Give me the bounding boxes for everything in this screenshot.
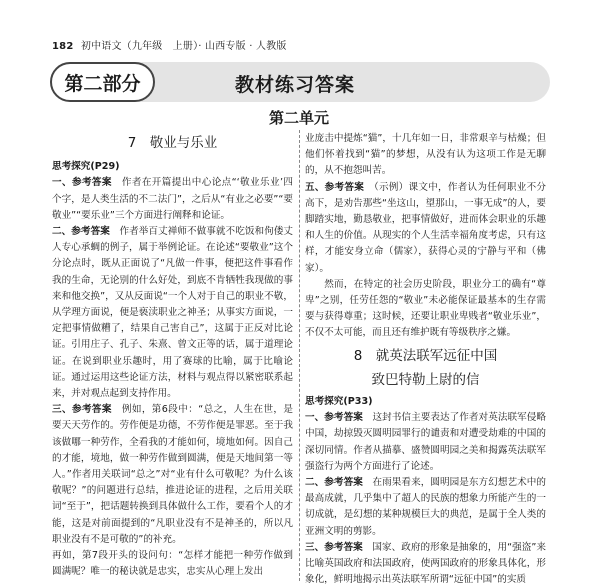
answer-label: 二、参考答案: [305, 477, 363, 489]
right-top-paragraphs: [305, 131, 546, 342]
page-number: 182: [52, 41, 74, 52]
answer-paragraph: [305, 410, 546, 475]
think-heading: 思考探究(P29): [52, 161, 120, 173]
page-header: [52, 37, 287, 52]
think-heading-2: 思考探究(P33): [305, 396, 373, 408]
answer-text: 再如，第7段开头的设问句：“怎样才能把一种劳作做到圆满呢？唯一的秘诀就是忠实，忠实从心理上发出: [52, 550, 293, 578]
answer-text: 业庞击中提炼“猫”，十几年如一日，非常艰辛与枯燥；但他们怀着找到“猫”的梦想，从没有认为这项工作是无聊的，从不抱怨叫苦。: [305, 133, 546, 177]
answer-paragraph: [52, 224, 293, 402]
answer-paragraph: [305, 180, 546, 277]
answer-paragraph: [52, 175, 293, 224]
answer-text: 在雨果看来，圆明园是东方幻想艺术中的最高成就，几乎集中了超人的民族的想象力所能产生的一切成就，是幻想的某种规模巨大的典范，是属于全人类的亚洲文明的剪影。: [305, 477, 547, 537]
answer-paragraph: [305, 277, 546, 342]
answer-label: 一、参考答案: [52, 177, 112, 189]
answer-text: 这封书信主要表达了作者对英法联军侵略中国，劫掠毁灭圆明园罪行的谴责和对遭受劫难的中国的深切同情。作者从描摹、盛赞圆明园之美和揭露英法联军强盗行为两个方面进行了论述。: [305, 412, 547, 472]
answer-text: 作者举百丈禅师不做事就不吃饭和佝偻丈人专心承蜩的例子，属于举例论证。在论述“要敬业”这个分论点时，既从正面说了“凡做一件事，便把这件事看作我的生命，无论别的什么好处，到底不肯牺牲我现做的事来和他交换”，又从反面说“一个人对于自己的职业不敬，从学理方面说，便是亵渎职业之神圣；从事实方面说，一定把事情做糟了，结果自己害自己”，这属于正反对比论证。引用庄子、孔子、朱熹、曾文正等的话，属于道理论证。在说到职业乐趣时，用了赛球的比喻，属于比喻论证。通过运用这些论证方法，材料与观点得以紧密联系起来，并对观点起到支持作用。: [52, 226, 294, 400]
answer-paragraph: [305, 475, 546, 540]
section-title-2: 8 就英法联军远征中国: [353, 347, 498, 364]
answer-label: 五、参考答案: [305, 181, 365, 193]
right-column: [305, 131, 546, 588]
header-text: 初中语文（九年级 上册）· 山西专版 · 人教版: [80, 41, 287, 52]
section-subtitle: 致巴特勒上尉的信: [371, 371, 480, 388]
answer-label: 一、参考答案: [305, 412, 363, 424]
answer-text: （示例）课文中，作者认为任何职业不分高下，是劝告那些“坐这山，望那山，一事无成”的人，要脚踏实地，勤恳敬业，把事情做好，进而体会职业的乐趣和人生的价值。从现实的个人生活幸福角度考虑，只有这样，才能安身立命（儒家），获得心灵的宁静与平和（佛家）。: [305, 181, 547, 274]
column-divider: [299, 130, 300, 581]
banner-title: 教材练习答案: [235, 74, 356, 96]
answer-label: 三、参考答案: [52, 404, 112, 416]
answer-paragraph: [52, 548, 293, 580]
answer-label: 三、参考答案: [305, 541, 363, 553]
answer-text: 例如，第6段中：“总之，人生在世，是要天天劳作的。劳作便是功德，不劳作便是罪恶。至于我该做哪一种劳作，全看我的才能如何，境地如何。因自己的才能，境地，做一种劳作做到圆满，便是天地间第一等人。”作者用关联词“总之”对“业有什么可敬呢？为什么该敬呢？”的问题进行总结，推进论证的进程，之后用关联词“至于”，把话题转换到具体做什么工作，要看个人的才能，这是对前面提到的“凡职业没有不是神圣的，所以凡职业没有不是可敬的”的补充。: [52, 404, 294, 545]
answer-paragraph: [52, 402, 293, 548]
right-paragraphs: [305, 410, 546, 588]
answer-text: 作者在开篇提出中心论点“‘敬业乐业’四个字，是人类生活的不二法门”，之后从“有业之必要”“要敬业”“要乐业”三个方面进行阐释和论证。: [52, 177, 294, 221]
part-label: 第二部分: [50, 62, 155, 102]
left-paragraphs: [52, 175, 293, 580]
answer-paragraph: [305, 131, 546, 180]
answer-text: 国家、政府的形象是抽象的，用“强盗”来比喻英国政府和法国政府，使两国政府的形象具体化，形象化，鲜明地揭示出英法联军所谓“远征中国”的实质: [305, 541, 546, 586]
section-title: 7 敬业与乐业: [127, 135, 218, 151]
left-column: [52, 131, 293, 580]
unit-title: 第二单元: [268, 109, 329, 127]
answer-text: 然而，在特定的社会历史阶段，职业分工的确有“尊卑”之别，任劳任怨的“敬业”未必能保证最基本的生存需要与获得尊重；这时候，还要让职业卑贱者“敬业乐业”，不仅不太可能，而且还有维护既有等级秩序之嫌。: [305, 278, 546, 339]
answer-label: 二、参考答案: [52, 226, 110, 238]
